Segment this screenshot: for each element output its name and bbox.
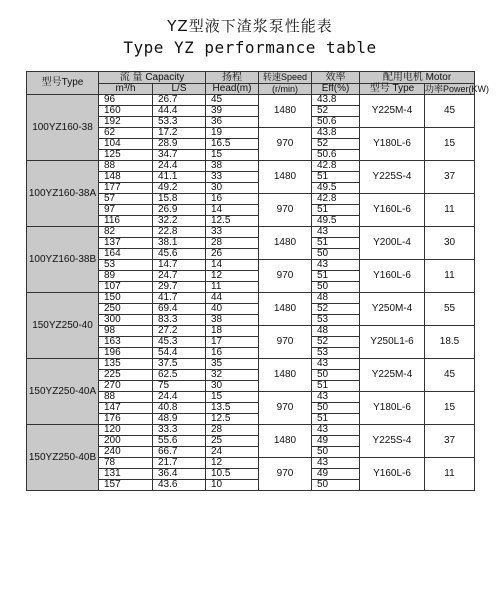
capacity-ls-cell: 24.4 bbox=[153, 161, 206, 172]
model-cell: 100YZ160-38 bbox=[27, 95, 99, 161]
efficiency-cell: 50 bbox=[312, 403, 360, 414]
capacity-m3h-cell: 82 bbox=[99, 227, 153, 238]
capacity-m3h-cell: 131 bbox=[99, 469, 153, 480]
motor-power-cell: 45 bbox=[425, 359, 475, 392]
efficiency-cell: 51 bbox=[312, 414, 360, 425]
motor-power-cell: 45 bbox=[425, 95, 475, 128]
head-cell: 26 bbox=[206, 249, 259, 260]
title-chinese: YZ型液下渣浆泵性能表 bbox=[167, 17, 333, 35]
capacity-m3h-cell: 135 bbox=[99, 359, 153, 370]
motor-type-cell: Y250M-4 bbox=[360, 293, 425, 326]
efficiency-cell: 50 bbox=[312, 370, 360, 381]
efficiency-cell: 43 bbox=[312, 227, 360, 238]
motor-power-cell: 11 bbox=[425, 458, 475, 491]
head-cell: 13.5 bbox=[206, 403, 259, 414]
capacity-ls-cell: 41.1 bbox=[153, 172, 206, 183]
efficiency-cell: 49.5 bbox=[312, 216, 360, 227]
efficiency-cell: 43.8 bbox=[312, 95, 360, 106]
efficiency-cell: 43 bbox=[312, 425, 360, 436]
header-eff-cn: 效率 bbox=[312, 72, 360, 84]
efficiency-cell: 52 bbox=[312, 337, 360, 348]
efficiency-cell: 51 bbox=[312, 381, 360, 392]
header-motor-type: 型号 Type bbox=[360, 84, 425, 95]
capacity-m3h-cell: 78 bbox=[99, 458, 153, 469]
capacity-ls-cell: 24.7 bbox=[153, 271, 206, 282]
header-unit-m3h: m³/h bbox=[99, 84, 153, 95]
efficiency-cell: 50 bbox=[312, 447, 360, 458]
table-row bbox=[27, 359, 475, 370]
head-cell: 28 bbox=[206, 425, 259, 436]
head-cell: 10.5 bbox=[206, 469, 259, 480]
efficiency-cell: 51 bbox=[312, 205, 360, 216]
head-cell: 38 bbox=[206, 161, 259, 172]
capacity-ls-cell: 43.6 bbox=[153, 480, 206, 491]
capacity-m3h-cell: 96 bbox=[99, 95, 153, 106]
speed-cell: 970 bbox=[259, 128, 312, 161]
efficiency-cell: 43 bbox=[312, 392, 360, 403]
motor-power-cell: 15 bbox=[425, 128, 475, 161]
speed-cell: 970 bbox=[259, 458, 312, 491]
motor-type-cell: Y250L1-6 bbox=[360, 326, 425, 359]
capacity-m3h-cell: 225 bbox=[99, 370, 153, 381]
motor-power-cell: 18.5 bbox=[425, 326, 475, 359]
capacity-ls-cell: 54.4 bbox=[153, 348, 206, 359]
efficiency-cell: 42.8 bbox=[312, 194, 360, 205]
efficiency-cell: 52 bbox=[312, 106, 360, 117]
model-cell: 100YZ160-38B bbox=[27, 227, 99, 293]
capacity-m3h-cell: 62 bbox=[99, 128, 153, 139]
capacity-m3h-cell: 88 bbox=[99, 161, 153, 172]
efficiency-cell: 51 bbox=[312, 271, 360, 282]
capacity-ls-cell: 55.6 bbox=[153, 436, 206, 447]
capacity-m3h-cell: 163 bbox=[99, 337, 153, 348]
capacity-m3h-cell: 53 bbox=[99, 260, 153, 271]
table-row bbox=[27, 95, 475, 106]
head-cell: 12.5 bbox=[206, 414, 259, 425]
capacity-m3h-cell: 240 bbox=[99, 447, 153, 458]
capacity-ls-cell: 49.2 bbox=[153, 183, 206, 194]
title-english: Type YZ performance table bbox=[123, 38, 377, 57]
head-cell: 14 bbox=[206, 205, 259, 216]
efficiency-cell: 49 bbox=[312, 469, 360, 480]
capacity-ls-cell: 27.2 bbox=[153, 326, 206, 337]
head-cell: 39 bbox=[206, 106, 259, 117]
head-cell: 35 bbox=[206, 359, 259, 370]
capacity-ls-cell: 48.9 bbox=[153, 414, 206, 425]
motor-power-cell: 15 bbox=[425, 392, 475, 425]
head-cell: 33 bbox=[206, 227, 259, 238]
capacity-ls-cell: 62.5 bbox=[153, 370, 206, 381]
capacity-m3h-cell: 192 bbox=[99, 117, 153, 128]
speed-cell: 970 bbox=[259, 326, 312, 359]
efficiency-cell: 43 bbox=[312, 458, 360, 469]
head-cell: 19 bbox=[206, 128, 259, 139]
capacity-m3h-cell: 107 bbox=[99, 282, 153, 293]
speed-cell: 1480 bbox=[259, 227, 312, 260]
motor-power-cell: 11 bbox=[425, 194, 475, 227]
head-cell: 15 bbox=[206, 392, 259, 403]
capacity-m3h-cell: 104 bbox=[99, 139, 153, 150]
motor-type-cell: Y200L-4 bbox=[360, 227, 425, 260]
motor-power-cell: 55 bbox=[425, 293, 475, 326]
speed-cell: 1480 bbox=[259, 95, 312, 128]
header-speed-unit: (r/min) bbox=[259, 84, 312, 95]
capacity-m3h-cell: 160 bbox=[99, 106, 153, 117]
capacity-m3h-cell: 97 bbox=[99, 205, 153, 216]
table-row bbox=[27, 227, 475, 238]
capacity-ls-cell: 21.7 bbox=[153, 458, 206, 469]
head-cell: 16 bbox=[206, 194, 259, 205]
motor-type-cell: Y180L-6 bbox=[360, 392, 425, 425]
capacity-ls-cell: 26.7 bbox=[153, 95, 206, 106]
efficiency-cell: 52 bbox=[312, 139, 360, 150]
efficiency-cell: 51 bbox=[312, 238, 360, 249]
capacity-m3h-cell: 270 bbox=[99, 381, 153, 392]
speed-cell: 1480 bbox=[259, 425, 312, 458]
capacity-m3h-cell: 250 bbox=[99, 304, 153, 315]
capacity-m3h-cell: 88 bbox=[99, 392, 153, 403]
table-row bbox=[27, 293, 475, 304]
efficiency-cell: 43.8 bbox=[312, 128, 360, 139]
capacity-ls-cell: 40.8 bbox=[153, 403, 206, 414]
head-cell: 12.5 bbox=[206, 216, 259, 227]
header-head-en: Head(m) bbox=[206, 84, 259, 95]
capacity-ls-cell: 26.9 bbox=[153, 205, 206, 216]
capacity-m3h-cell: 125 bbox=[99, 150, 153, 161]
head-cell: 30 bbox=[206, 183, 259, 194]
header-motor-power: 功率Power(KW) bbox=[425, 83, 490, 94]
capacity-ls-cell: 45.6 bbox=[153, 249, 206, 260]
model-cell: 150YZ250-40B bbox=[27, 425, 99, 491]
efficiency-cell: 53 bbox=[312, 315, 360, 326]
head-cell: 14 bbox=[206, 260, 259, 271]
head-cell: 36 bbox=[206, 117, 259, 128]
efficiency-cell: 50 bbox=[312, 480, 360, 491]
model-cell: 100YZ160-38A bbox=[27, 161, 99, 227]
header-row-1 bbox=[27, 72, 475, 84]
motor-type-cell: Y225M-4 bbox=[360, 359, 425, 392]
capacity-m3h-cell: 196 bbox=[99, 348, 153, 359]
efficiency-cell: 50.6 bbox=[312, 117, 360, 128]
model-cell: 150YZ250-40 bbox=[27, 293, 99, 359]
efficiency-cell: 49.5 bbox=[312, 183, 360, 194]
capacity-ls-cell: 37.5 bbox=[153, 359, 206, 370]
capacity-m3h-cell: 157 bbox=[99, 480, 153, 491]
head-cell: 32 bbox=[206, 370, 259, 381]
speed-cell: 1480 bbox=[259, 293, 312, 326]
capacity-m3h-cell: 200 bbox=[99, 436, 153, 447]
capacity-ls-cell: 28.9 bbox=[153, 139, 206, 150]
capacity-m3h-cell: 89 bbox=[99, 271, 153, 282]
efficiency-cell: 48 bbox=[312, 293, 360, 304]
efficiency-cell: 48 bbox=[312, 326, 360, 337]
capacity-ls-cell: 66.7 bbox=[153, 447, 206, 458]
efficiency-cell: 51 bbox=[312, 172, 360, 183]
efficiency-cell: 52 bbox=[312, 304, 360, 315]
head-cell: 24 bbox=[206, 447, 259, 458]
capacity-m3h-cell: 164 bbox=[99, 249, 153, 260]
capacity-ls-cell: 29.7 bbox=[153, 282, 206, 293]
capacity-m3h-cell: 147 bbox=[99, 403, 153, 414]
speed-cell: 970 bbox=[259, 260, 312, 293]
model-cell: 150YZ250-40A bbox=[27, 359, 99, 425]
header-head-cn: 扬程 bbox=[206, 72, 259, 84]
capacity-ls-cell: 14.7 bbox=[153, 260, 206, 271]
capacity-m3h-cell: 176 bbox=[99, 414, 153, 425]
table-row bbox=[27, 161, 475, 172]
header-unit-ls: L/S bbox=[153, 84, 206, 95]
efficiency-cell: 43 bbox=[312, 260, 360, 271]
efficiency-cell: 50 bbox=[312, 249, 360, 260]
capacity-m3h-cell: 177 bbox=[99, 183, 153, 194]
motor-power-cell: 37 bbox=[425, 161, 475, 194]
capacity-ls-cell: 15.8 bbox=[153, 194, 206, 205]
capacity-m3h-cell: 116 bbox=[99, 216, 153, 227]
head-cell: 38 bbox=[206, 315, 259, 326]
speed-cell: 970 bbox=[259, 194, 312, 227]
motor-type-cell: Y225M-4 bbox=[360, 95, 425, 128]
motor-power-cell: 30 bbox=[425, 227, 475, 260]
head-cell: 10 bbox=[206, 480, 259, 491]
motor-type-cell: Y180L-6 bbox=[360, 128, 425, 161]
capacity-m3h-cell: 137 bbox=[99, 238, 153, 249]
capacity-m3h-cell: 98 bbox=[99, 326, 153, 337]
speed-cell: 1480 bbox=[259, 359, 312, 392]
motor-type-cell: Y160L-6 bbox=[360, 260, 425, 293]
head-cell: 12 bbox=[206, 458, 259, 469]
capacity-m3h-cell: 148 bbox=[99, 172, 153, 183]
table-row bbox=[27, 425, 475, 436]
head-cell: 15 bbox=[206, 150, 259, 161]
efficiency-cell: 49 bbox=[312, 436, 360, 447]
head-cell: 17 bbox=[206, 337, 259, 348]
head-cell: 16.5 bbox=[206, 139, 259, 150]
header-speed: 转速Speed bbox=[259, 72, 312, 84]
efficiency-cell: 43 bbox=[312, 359, 360, 370]
motor-type-cell: Y160L-6 bbox=[360, 458, 425, 491]
capacity-ls-cell: 38.1 bbox=[153, 238, 206, 249]
head-cell: 44 bbox=[206, 293, 259, 304]
head-cell: 28 bbox=[206, 238, 259, 249]
efficiency-cell: 53 bbox=[312, 348, 360, 359]
capacity-ls-cell: 41.7 bbox=[153, 293, 206, 304]
header-capacity: 流 量 Capacity bbox=[99, 72, 206, 84]
capacity-ls-cell: 53.3 bbox=[153, 117, 206, 128]
motor-power-cell: 11 bbox=[425, 260, 475, 293]
head-cell: 45 bbox=[206, 95, 259, 106]
motor-type-cell: Y225S-4 bbox=[360, 425, 425, 458]
motor-type-cell: Y160L-6 bbox=[360, 194, 425, 227]
motor-power-cell: 37 bbox=[425, 425, 475, 458]
head-cell: 11 bbox=[206, 282, 259, 293]
header-eff-en: Eff(%) bbox=[312, 84, 360, 95]
capacity-ls-cell: 33.3 bbox=[153, 425, 206, 436]
capacity-ls-cell: 34.7 bbox=[153, 150, 206, 161]
capacity-ls-cell: 32.2 bbox=[153, 216, 206, 227]
motor-type-cell: Y225S-4 bbox=[360, 161, 425, 194]
efficiency-cell: 50.6 bbox=[312, 150, 360, 161]
efficiency-cell: 50 bbox=[312, 282, 360, 293]
head-cell: 33 bbox=[206, 172, 259, 183]
performance-table bbox=[26, 71, 490, 491]
header-model: 型号Type bbox=[27, 72, 99, 95]
capacity-ls-cell: 75 bbox=[153, 381, 206, 392]
head-cell: 30 bbox=[206, 381, 259, 392]
capacity-ls-cell: 24.4 bbox=[153, 392, 206, 403]
head-cell: 16 bbox=[206, 348, 259, 359]
head-cell: 40 bbox=[206, 304, 259, 315]
capacity-m3h-cell: 300 bbox=[99, 315, 153, 326]
capacity-ls-cell: 69.4 bbox=[153, 304, 206, 315]
capacity-m3h-cell: 150 bbox=[99, 293, 153, 304]
head-cell: 25 bbox=[206, 436, 259, 447]
capacity-ls-cell: 45.3 bbox=[153, 337, 206, 348]
efficiency-cell: 42.8 bbox=[312, 161, 360, 172]
capacity-ls-cell: 36.4 bbox=[153, 469, 206, 480]
speed-cell: 1480 bbox=[259, 161, 312, 194]
header-motor: 配用电机 Motor bbox=[360, 72, 475, 84]
capacity-ls-cell: 44.4 bbox=[153, 106, 206, 117]
capacity-ls-cell: 83.3 bbox=[153, 315, 206, 326]
head-cell: 12 bbox=[206, 271, 259, 282]
capacity-ls-cell: 17.2 bbox=[153, 128, 206, 139]
capacity-ls-cell: 22.8 bbox=[153, 227, 206, 238]
speed-cell: 970 bbox=[259, 392, 312, 425]
table-body bbox=[27, 95, 475, 491]
capacity-m3h-cell: 120 bbox=[99, 425, 153, 436]
head-cell: 18 bbox=[206, 326, 259, 337]
capacity-m3h-cell: 57 bbox=[99, 194, 153, 205]
